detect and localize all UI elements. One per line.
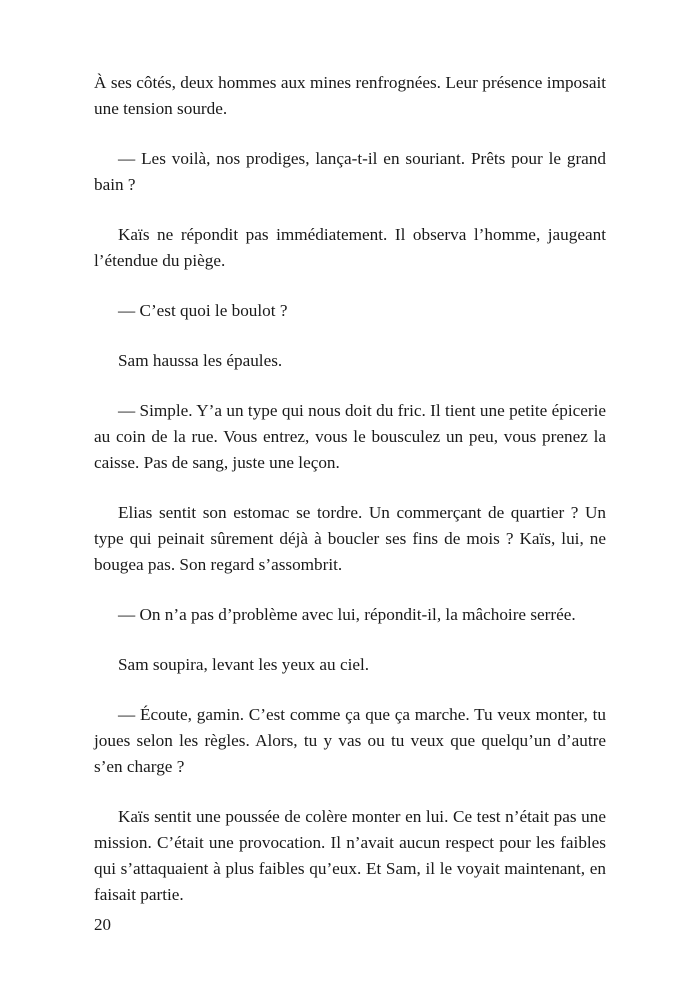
book-page-body <box>94 70 606 932</box>
paragraph-10: — Écoute, gamin. C’est comme ça que ça marche. Tu veux monter, tu joues selon les règles. Alors, tu y vas ou tu veux que quelqu’un d’autre s’en charge ? <box>94 705 606 776</box>
page-number: 20 <box>94 915 111 934</box>
paragraph-5: Sam haussa les épaules. <box>118 351 283 370</box>
paragraph-11: Kaïs sentit une poussée de colère monter en lui. Ce test n’était pas une mission. C’était une provocation. Il n’avait aucun respect pour les faibles qui s’attaquaient à plus faibles qu’eux. Et Sam, il le voyait maintenant, en faisait partie. <box>94 807 606 904</box>
paragraph-8: — On n’a pas d’problème avec lui, répondit-il, la mâchoire serrée. <box>118 605 576 624</box>
paragraph-3: Kaïs ne répondit pas immédiatement. Il observa l’homme, jaugeant l’étendue du piège. <box>94 225 606 270</box>
paragraph-4: — C’est quoi le boulot ? <box>118 301 288 320</box>
paragraph-6: — Simple. Y’a un type qui nous doit du fric. Il tient une petite épicerie au coin de la rue. Vous entrez, vous le bousculez un peu, vous prenez la caisse. Pas de sang, juste une leçon. <box>94 401 606 472</box>
paragraph-7: Elias sentit son estomac se tordre. Un commerçant de quartier ? Un type qui peinait sûrement déjà à boucler ses fins de mois ? Kaïs, lui, ne bougea pas. Son regard s’assombrit. <box>94 503 606 574</box>
paragraph-2: — Les voilà, nos prodiges, lança-t-il en souriant. Prêts pour le grand bain ? <box>94 149 606 194</box>
paragraph-9: Sam soupira, levant les yeux au ciel. <box>118 655 370 674</box>
paragraph-1: À ses côtés, deux hommes aux mines renfrognées. Leur présence imposait une tension sourde. <box>94 73 606 118</box>
